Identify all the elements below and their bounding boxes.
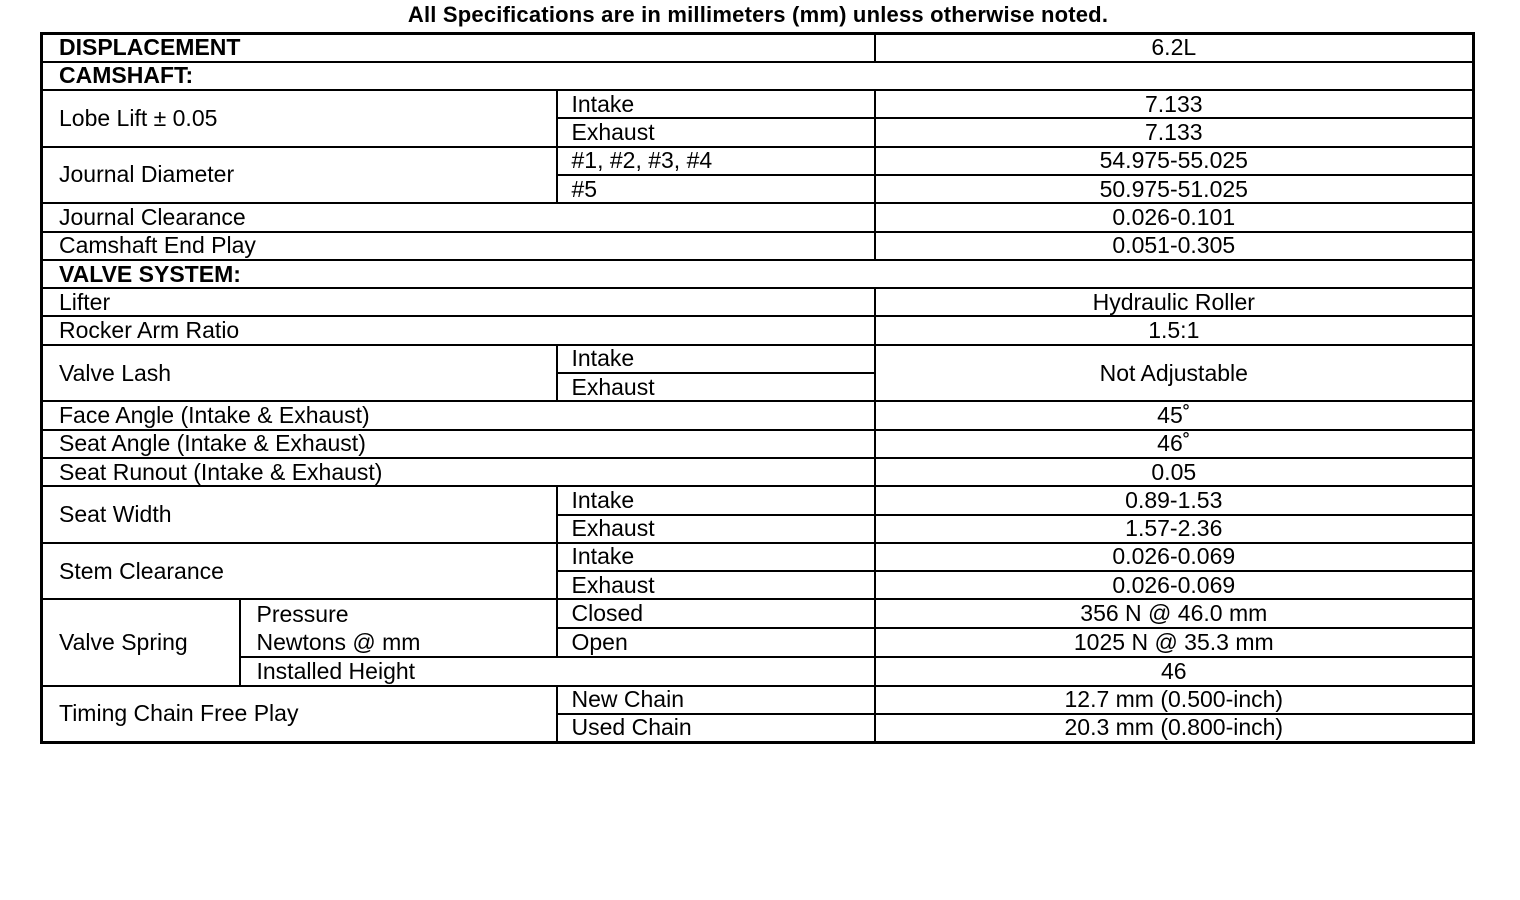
table-row (42, 401, 1474, 429)
seat-width-intake-value: 0.89-1.53 (875, 486, 1474, 514)
face-angle-label: Face Angle (Intake & Exhaust) (42, 401, 875, 429)
camshaft-heading: CAMSHAFT: (42, 62, 1474, 90)
table-row (42, 657, 1474, 685)
table-row (42, 288, 1474, 316)
seat-runout-label: Seat Runout (Intake & Exhaust) (42, 458, 875, 486)
journal-diameter-row1-value: 54.975-55.025 (875, 147, 1474, 175)
table-row (42, 232, 1474, 260)
valve-spring-pressure-label (240, 599, 557, 657)
valve-lash-exhaust-label: Exhaust (557, 373, 875, 401)
timing-chain-label: Timing Chain Free Play (42, 686, 557, 743)
seat-width-exhaust-label: Exhaust (557, 515, 875, 543)
valve-lash-value: Not Adjustable (875, 345, 1474, 402)
valve-lash-intake-label: Intake (557, 345, 875, 373)
valve-spring-open-label: Open (557, 628, 875, 657)
valve-spring-closed-label: Closed (557, 599, 875, 628)
valve-spring-label: Valve Spring (42, 599, 240, 685)
table-row (42, 316, 1474, 344)
table-row (42, 599, 1474, 628)
lifter-label: Lifter (42, 288, 875, 316)
timing-chain-new-label: New Chain (557, 686, 875, 714)
table-row (42, 34, 1474, 62)
camshaft-end-play-value: 0.051-0.305 (875, 232, 1474, 260)
stem-clearance-intake-label: Intake (557, 543, 875, 571)
face-angle-value: 45˚ (875, 401, 1474, 429)
seat-width-exhaust-value: 1.57-2.36 (875, 515, 1474, 543)
table-row (42, 430, 1474, 458)
valve-spring-open-value: 1025 N @ 35.3 mm (875, 628, 1474, 657)
valve-lash-label: Valve Lash (42, 345, 557, 402)
rocker-arm-ratio-label: Rocker Arm Ratio (42, 316, 875, 344)
table-row (42, 458, 1474, 486)
stem-clearance-intake-value: 0.026-0.069 (875, 543, 1474, 571)
lobe-lift-intake-value: 7.133 (875, 90, 1474, 118)
rocker-arm-ratio-value: 1.5:1 (875, 316, 1474, 344)
valve-system-heading: VALVE SYSTEM: (42, 260, 1474, 288)
seat-width-label: Seat Width (42, 486, 557, 543)
seat-runout-value: 0.05 (875, 458, 1474, 486)
seat-angle-value: 46˚ (875, 430, 1474, 458)
table-row (42, 90, 1474, 118)
stem-clearance-label: Stem Clearance (42, 543, 557, 600)
installed-height-label: Installed Height (240, 657, 875, 685)
seat-width-intake-label: Intake (557, 486, 875, 514)
timing-chain-used-label: Used Chain (557, 714, 875, 742)
valve-spring-closed-value: 356 N @ 46.0 mm (875, 599, 1474, 628)
timing-chain-new-value: 12.7 mm (0.500-inch) (875, 686, 1474, 714)
journal-diameter-row1-label: #1, #2, #3, #4 (557, 147, 875, 175)
timing-chain-used-value: 20.3 mm (0.800-inch) (875, 714, 1474, 742)
section-heading-row (42, 62, 1474, 90)
installed-height-value: 46 (875, 657, 1474, 685)
journal-clearance-value: 0.026-0.101 (875, 203, 1474, 231)
pressure-line1: Pressure (256, 601, 349, 628)
table-row (42, 203, 1474, 231)
table-row (42, 486, 1474, 514)
section-heading-row (42, 260, 1474, 288)
journal-clearance-label: Journal Clearance (42, 203, 875, 231)
table-row (42, 147, 1474, 175)
camshaft-end-play-label: Camshaft End Play (42, 232, 875, 260)
table-row (42, 686, 1474, 714)
table-row (42, 543, 1474, 571)
journal-diameter-row2-value: 50.975-51.025 (875, 175, 1474, 203)
lobe-lift-exhaust-label: Exhaust (557, 118, 875, 146)
lobe-lift-exhaust-value: 7.133 (875, 118, 1474, 146)
lobe-lift-intake-label: Intake (557, 90, 875, 118)
displacement-value: 6.2L (875, 34, 1474, 62)
table-row (42, 345, 1474, 373)
lobe-lift-label: Lobe Lift ± 0.05 (42, 90, 557, 147)
page-title: All Specifications are in millimeters (mm) unless otherwise noted. (407, 2, 1109, 27)
seat-angle-label: Seat Angle (Intake & Exhaust) (42, 430, 875, 458)
pressure-line2: Newtons @ mm (256, 629, 421, 656)
stem-clearance-exhaust-value: 0.026-0.069 (875, 571, 1474, 599)
lifter-value: Hydraulic Roller (875, 288, 1474, 316)
stem-clearance-exhaust-label: Exhaust (557, 571, 875, 599)
displacement-label: DISPLACEMENT (42, 34, 875, 62)
specifications-table (40, 32, 1475, 744)
journal-diameter-label: Journal Diameter (42, 147, 557, 204)
journal-diameter-row2-label: #5 (557, 175, 875, 203)
